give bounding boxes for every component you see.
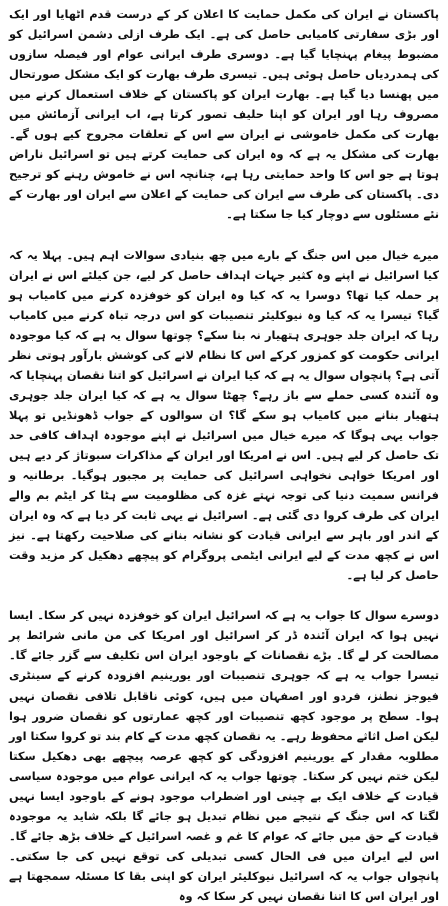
article-paragraph-3: دوسرے سوال کا جواب یہ ہے کہ اسرائیل ایران کو خوفزدہ نہیں کر سکا۔ ایسا نہیں ہوا کہ ایران آئندہ ڈر کر اسرائیل اور امریکا کی من مانی شرائط پر مصالحت کر لے گا۔ بڑے نقصانات کے باوجود ایران اس تکلیف سے گزر جائے گا۔ تیسرا جواب یہ ہے کہ جوہری تنصیبات اور یورینیم افزودہ کرنے کے سینٹری فیوجز نطنز، فردو اور اصفہان میں ہیں، کوئی ناقابل تلافی نقصان نہیں ہوا۔ سطح پر موجود کچھ تنصیبات اور کچھ عمارتوں کو نقصان ضرور ہوا لیکن اصل اثاثے محفوظ رہے۔ یہ نقصان کچھ مدت کے کام بند تو کروا سکتا اور مطلوبہ مقدار کے یورینیم افزودگی کو کچھ عرصہ پیچھے بھی دھکیل سکتا لیکن ختم نہیں کر سکتا۔ چوتھا جواب یہ کہ ایرانی عوام میں موجودہ سیاسی قیادت کے خلاف ایک بے چینی اور اضطراب موجود ہونے کے باوجود ایسا نہیں لگتا کہ اس جنگ کے نتیجے میں نظام تبدیل ہو جائے گا بلکہ شاید یہ موجودہ قیادت کے حق میں جائے کہ عوام کا غم و غصہ اسرائیل کے خلاف بڑھ جائے گا۔ اس لیے ایران میں فی الحال کسی تبدیلی کی توقع نہیں کی جا سکتی۔ پانچواں جواب یہ کہ اسرائیل نیوکلیئر ایران کو اپنی بقا کا مسئلہ سمجھتا ہے اور ایران اس کا اتنا نقصان نہیں کر سکا کہ وہ <box>9 608 439 903</box>
article-paragraph-2: میرے خیال میں اس جنگ کے بارے میں چھ بنیادی سوالات اہم ہیں۔ پہلا یہ کہ کیا اسرائیل نے اپنے وہ کثیر جہات اہداف حاصل کر لیے، جن کیلئے اس نے ایران پر حملہ کیا تھا؟ دوسرا یہ کہ کیا وہ ایران کو خوفزدہ کرنے میں کامیاب ہو گیا؟ تیسرا یہ کہ کیا وہ نیوکلیئر تنصیبات کو اس درجہ تباہ کرنے میں کامیاب رہا کہ ایران جلد جوہری ہتھیار نہ بنا سکے؟ چوتھا سوال یہ ہے کہ کیا موجودہ ایرانی حکومت کو کمزور کرکے اس کا نظام لانے کی کوشش بارآور ہوتی نظر آتی ہے؟ پانچواں سوال یہ ہے کہ کیا ایران نے اسرائیل کو اتنا نقصان پہنچایا کہ وہ آئندہ کسی حملے سے باز رہے؟ چھٹا سوال یہ ہے کہ کیا ایران جلد جوہری ہتھیار بنانے میں کامیاب ہو سکے گا؟ ان سوالوں کے جواب ڈھونڈیں تو پہلا جواب یہی ہوگا کہ میرے خیال میں اسرائیل نے اپنے موجودہ اہداف کافی حد تک حاصل کر لیے ہیں۔ اس نے امریکا اور ایران کے مذاکرات سبوتاژ کر دیے ہیں اور امریکا خواہی نخواہی اسرائیل کی حمایت پر مجبور ہوگیا۔ برطانیہ و فرانس سمیت دنیا کی توجہ نہتے غزہ کی مظلومیت سے ہٹا کر ایٹم بم والے ایران کی طرف کروا دی گئی ہے۔ اسرائیل نے یہی ثابت کر دیا ہے کہ وہ ایران کے اندر اور باہر سے ایرانی قیادت کو نشانہ بنانے کی صلاحیت رکھتا ہے۔ نیز اس نے کچھ مدت کے لیے ایرانی ایٹمی پروگرام کو پیچھے دھکیل کر مزید وقت حاصل کر لیا ہے۔ <box>9 247 439 583</box>
paragraph-spacer <box>9 225 439 245</box>
paragraph-spacer <box>9 585 439 605</box>
article-paragraph-1: پاکستان نے ایران کی مکمل حمایت کا اعلان کر کے درست قدم اٹھایا اور ایک اور بڑی سفارتی کامیابی حاصل کی ہے۔ ایک طرف ازلی دشمن اسرائیل کو مضبوط پیغام پہنچایا گیا ہے۔ دوسری طرف ایرانی عوام اور فیصلہ سازوں کی ہمدردیاں حاصل ہوئی ہیں۔ تیسری طرف بھارت کو ایک مشکل صورتحال میں پھنسا دیا گیا ہے۔ بھارت ایران کو پاکستان کے خلاف استعمال کرنے میں مصروف رہا اور ایران کو اپنا حلیف تصور کرتا ہے، اب ایرانی آزمائش میں بھارت کی مکمل خاموشی نے ایران سے اس کے تعلقات مجروح کیے ہوں گے۔ بھارت کی مشکل یہ ہے کہ وہ ایران کی حمایت کرتے ہیں تو اسرائیل ناراض ہوتا ہے جو اس کا واحد حمایتی رہا ہے، چنانچہ اس نے خاموش رہنے کو ترجیح دی۔ پاکستان کی طرف سے ایران کی حمایت کے اعلان سے ایران اور بھارت کے نئے مسئلوں سے دوچار کیا جا سکتا ہے۔ <box>9 7 439 222</box>
